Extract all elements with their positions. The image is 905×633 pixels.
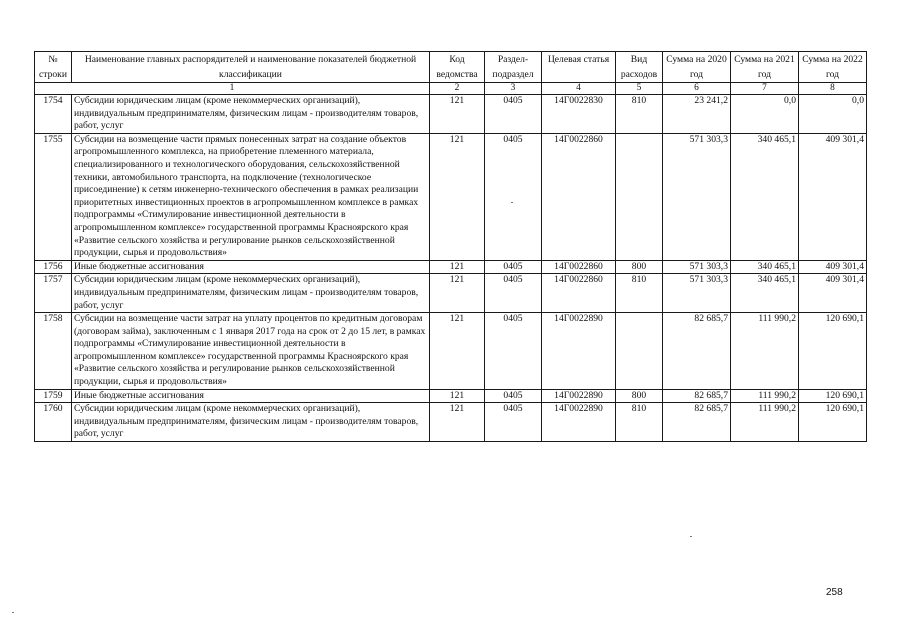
column-number: 7 xyxy=(731,83,799,95)
expense-type-cell: 800 xyxy=(616,389,663,403)
row-name-cell: Субсидии юридическим лицам (кроме некоммерческих организаций), индивидуальным предпринимателям, физическим лицам - производителям товаров, работ, услуг xyxy=(72,95,430,134)
sum-2022-cell: 120 690,1 xyxy=(799,389,867,403)
sum-2020-cell: 571 303,3 xyxy=(663,133,731,260)
sum-2020-cell: 571 303,3 xyxy=(663,274,731,313)
sum-2020-cell: 82 685,7 xyxy=(663,403,731,442)
column-number: 8 xyxy=(799,83,867,95)
sum-2022-cell: 0,0 xyxy=(799,95,867,134)
row-name-cell: Субсидии юридическим лицам (кроме некоммерческих организаций), индивидуальным предпринимателям, физическим лицам - производителям товаров, работ, услуг xyxy=(72,403,430,442)
department-code-cell: 121 xyxy=(430,389,485,403)
column-number: 2 xyxy=(430,83,485,95)
section-cell: 0405 xyxy=(485,95,542,134)
row-name-cell: Субсидии юридическим лицам (кроме некоммерческих организаций), индивидуальным предпринимателям, физическим лицам - производителям товаров, работ, услуг xyxy=(72,274,430,313)
table-row xyxy=(35,260,867,274)
budget-table xyxy=(34,51,867,442)
table-row xyxy=(35,274,867,313)
expense-type-cell: 810 xyxy=(616,403,663,442)
section-cell: 0405 xyxy=(485,260,542,274)
table-body xyxy=(35,83,867,442)
section-cell: 0405 xyxy=(485,403,542,442)
sum-2022-cell: 409 301,4 xyxy=(799,260,867,274)
expense-type-cell: 810 xyxy=(616,95,663,134)
header-sum-2020: Сумма на 2020 год xyxy=(663,52,731,83)
sum-2020-cell: 571 303,3 xyxy=(663,260,731,274)
row-name-cell: Иные бюджетные ассигнования xyxy=(72,260,430,274)
page-number: 258 xyxy=(826,587,843,598)
target-article-cell: 14Г0022860 xyxy=(542,260,616,274)
target-article-cell: 14Г0022890 xyxy=(542,403,616,442)
sum-2021-cell: 0,0 xyxy=(731,95,799,134)
target-article-cell: 14Г0022830 xyxy=(542,95,616,134)
table-row xyxy=(35,403,867,442)
table-row xyxy=(35,133,867,260)
scan-speck xyxy=(511,202,513,203)
header-sum-2022: Сумма на 2022 год xyxy=(799,52,867,83)
header-row xyxy=(35,52,867,83)
header-name: Наименование главных распорядителей и наименование показателей бюджетной классификации xyxy=(72,52,430,83)
sum-2022-cell: 409 301,4 xyxy=(799,274,867,313)
sum-2022-cell: 120 690,1 xyxy=(799,313,867,390)
sum-2022-cell: 120 690,1 xyxy=(799,403,867,442)
department-code-cell: 121 xyxy=(430,133,485,260)
target-article-cell: 14Г0022860 xyxy=(542,274,616,313)
section-cell: 0405 xyxy=(485,133,542,260)
sum-2021-cell: 340 465,1 xyxy=(731,133,799,260)
row-number-cell: 1760 xyxy=(35,403,72,442)
sum-2020-cell: 82 685,7 xyxy=(663,313,731,390)
row-name-cell: Субсидии на возмещение части прямых понесенных затрат на создание объектов агропромышленного комплекса, на приобретение племенного материала, специализированного и технологического оборудования, сельскохозяйственной техники, автомобильного транспорта, на подключение (технологическое присоединение) к сетям инженерно-технического обеспечения в рамках реализации приоритетных инвестиционных проектов в агропромышленном комплексе в рамках подпрограммы «Стимулирование инвестиционной деятельности в агропромышленном комплексе» государственной программы Красноярского края «Развитие сельского хозяйства и регулирование рынков сельскохозяйственной продукции, сырья и продовольствия» xyxy=(72,133,430,260)
column-number-row xyxy=(35,83,867,95)
section-cell: 0405 xyxy=(485,389,542,403)
column-number: 1 xyxy=(35,83,430,95)
department-code-cell: 121 xyxy=(430,95,485,134)
header-sum-2021: Сумма на 2021 год xyxy=(731,52,799,83)
header-row-number: № строки xyxy=(35,52,72,83)
column-number: 6 xyxy=(663,83,731,95)
department-code-cell: 121 xyxy=(430,260,485,274)
sum-2021-cell: 340 465,1 xyxy=(731,260,799,274)
sum-2021-cell: 111 990,2 xyxy=(731,403,799,442)
department-code-cell: 121 xyxy=(430,403,485,442)
row-number-cell: 1758 xyxy=(35,313,72,390)
expense-type-cell: 800 xyxy=(616,260,663,274)
sum-2021-cell: 111 990,2 xyxy=(731,313,799,390)
target-article-cell: 14Г0022890 xyxy=(542,389,616,403)
department-code-cell: 121 xyxy=(430,274,485,313)
expense-type-cell: 810 xyxy=(616,274,663,313)
expense-type-cell xyxy=(616,133,663,260)
row-number-cell: 1759 xyxy=(35,389,72,403)
table-row xyxy=(35,95,867,134)
column-number: 5 xyxy=(616,83,663,95)
sum-2021-cell: 111 990,2 xyxy=(731,389,799,403)
section-cell: 0405 xyxy=(485,313,542,390)
row-number-cell: 1757 xyxy=(35,274,72,313)
sum-2020-cell: 23 241,2 xyxy=(663,95,731,134)
sum-2022-cell: 409 301,4 xyxy=(799,133,867,260)
header-section: Раздел-подраздел xyxy=(485,52,542,83)
target-article-cell: 14Г0022860 xyxy=(542,133,616,260)
section-cell: 0405 xyxy=(485,274,542,313)
row-number-cell: 1755 xyxy=(35,133,72,260)
row-number-cell: 1756 xyxy=(35,260,72,274)
header-target-article: Целевая статья xyxy=(542,52,616,83)
row-name-cell: Субсидии на возмещение части затрат на уплату процентов по кредитным договорам (договорам займа), заключенным с 1 января 2017 года на срок от 2 до 15 лет, в рамках подпрограммы «Стимулирование инвестиционной деятельности в агропромышленном комплексе» государственной программы Красноярского края «Развитие сельского хозяйства и регулирование рынков сельскохозяйственной продукции, сырья и продовольствия» xyxy=(72,313,430,390)
row-number-cell: 1754 xyxy=(35,95,72,134)
scan-speck xyxy=(690,536,692,537)
table-row xyxy=(35,389,867,403)
row-name-cell: Иные бюджетные ассигнования xyxy=(72,389,430,403)
sum-2021-cell: 340 465,1 xyxy=(731,274,799,313)
expense-type-cell xyxy=(616,313,663,390)
scan-speck xyxy=(12,612,14,613)
header-expense-type: Вид расходов xyxy=(616,52,663,83)
column-number: 3 xyxy=(485,83,542,95)
header-department-code: Код ведомства xyxy=(430,52,485,83)
sum-2020-cell: 82 685,7 xyxy=(663,389,731,403)
target-article-cell: 14Г0022890 xyxy=(542,313,616,390)
table-row xyxy=(35,313,867,390)
department-code-cell: 121 xyxy=(430,313,485,390)
column-number: 4 xyxy=(542,83,616,95)
